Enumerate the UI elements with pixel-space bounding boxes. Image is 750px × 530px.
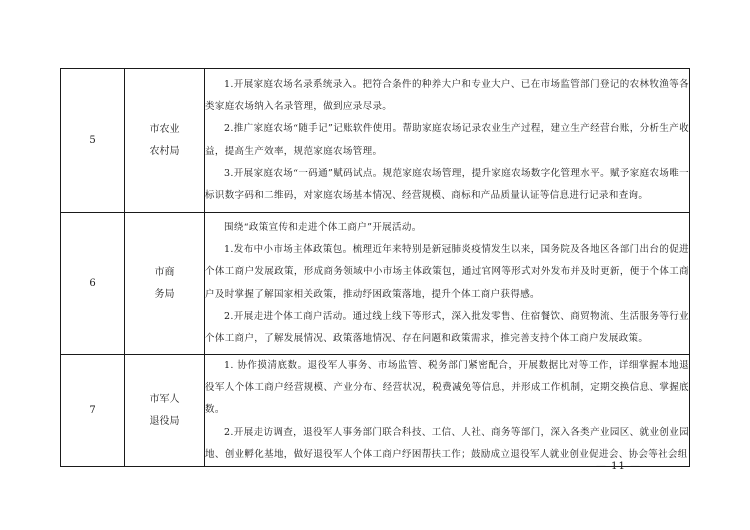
department-name-line: 农村局 <box>149 145 180 157</box>
row-number: 5 <box>61 69 125 213</box>
policy-table <box>60 68 690 467</box>
work-content-cell <box>205 355 690 467</box>
page-number: — 11 — <box>596 461 642 472</box>
row-number: 7 <box>61 355 125 467</box>
content-paragraph: 2.推广家庭农场“随手记”记账软件使用。帮助家庭农场记录农业生产过程，建立生产经营台账，分析生产收益，提高生产效率，规范家庭农场管理。 <box>205 123 689 157</box>
table-row <box>61 213 690 355</box>
content-paragraph: 3.开展家庭农场“一码通”赋码试点。规范家庭农场管理，提升家庭农场数字化管理水平。赋予家庭农场唯一标识数字码和二维码，对家庭农场基本情况、经营规模、商标和产品质量认证等信息进行记录和查询。 <box>205 167 689 201</box>
work-content-cell <box>205 69 690 213</box>
row-number: 6 <box>61 213 125 355</box>
table-row <box>61 355 690 467</box>
content-paragraph: 1.发布中小市场主体政策包。梳理近年来特别是新冠肺炎疫情发生以来，国务院及各地区各部门出台的促进个体工商户发展政策，形成商务领域中小市场主体政策包，通过官网等形式对外发布并及时更新，便于个体工商户及时掌握了解国家相关政策，推动纾困政策落地，提升个体工商户获得感。 <box>205 244 689 300</box>
department-cell <box>125 213 205 355</box>
content-paragraph: 1.开展家庭农场名录系统录入。把符合条件的种养大户和专业大户、已在市场监管部门登记的农林牧渔等各类家庭农场纳入名录管理，做到应录尽录。 <box>205 78 689 113</box>
department-name-line: 务局 <box>154 288 175 300</box>
department-cell <box>125 355 205 467</box>
content-paragraph: 围绕“政策宣传和走进个体工商户”开展活动。 <box>224 221 422 233</box>
content-paragraph: 2.开展走访调查，退役军人事务部门联合科技、工信、人社、商务等部门，深入各类产业园区、就业创业园地、创业孵化基地，做好退役军人个体工商户纾困帮扶工作；鼓励成立退役军人就业创业促进会、协会等社会组 <box>205 426 689 460</box>
content-paragraph: 1. 协作摸清底数。退役军人事务、市场监管、税务部门紧密配合，开展数据比对等工作，详细掌握本地退役军人个体工商户经营规模、产业分布、经营状况，税费减免等信息，并形成工作机制，定期交换信息、掌握底数。 <box>205 360 689 416</box>
department-name-line: 市商 <box>154 266 175 278</box>
department-name-line: 退役局 <box>149 415 180 427</box>
department-name-line: 市军人 <box>149 393 180 405</box>
table-row <box>61 69 690 213</box>
work-content-cell <box>205 213 690 355</box>
department-cell <box>125 69 205 213</box>
content-paragraph: 2.开展走进个体工商户活动。通过线上线下等形式，深入批发零售、住宿餐饮、商贸物流、生活服务等行业个体工商户，了解发展情况、政策落地情况、存在问题和政策需求，推完善支持个体工商户发展政策。 <box>205 310 689 344</box>
department-name-line: 市农业 <box>149 123 180 135</box>
